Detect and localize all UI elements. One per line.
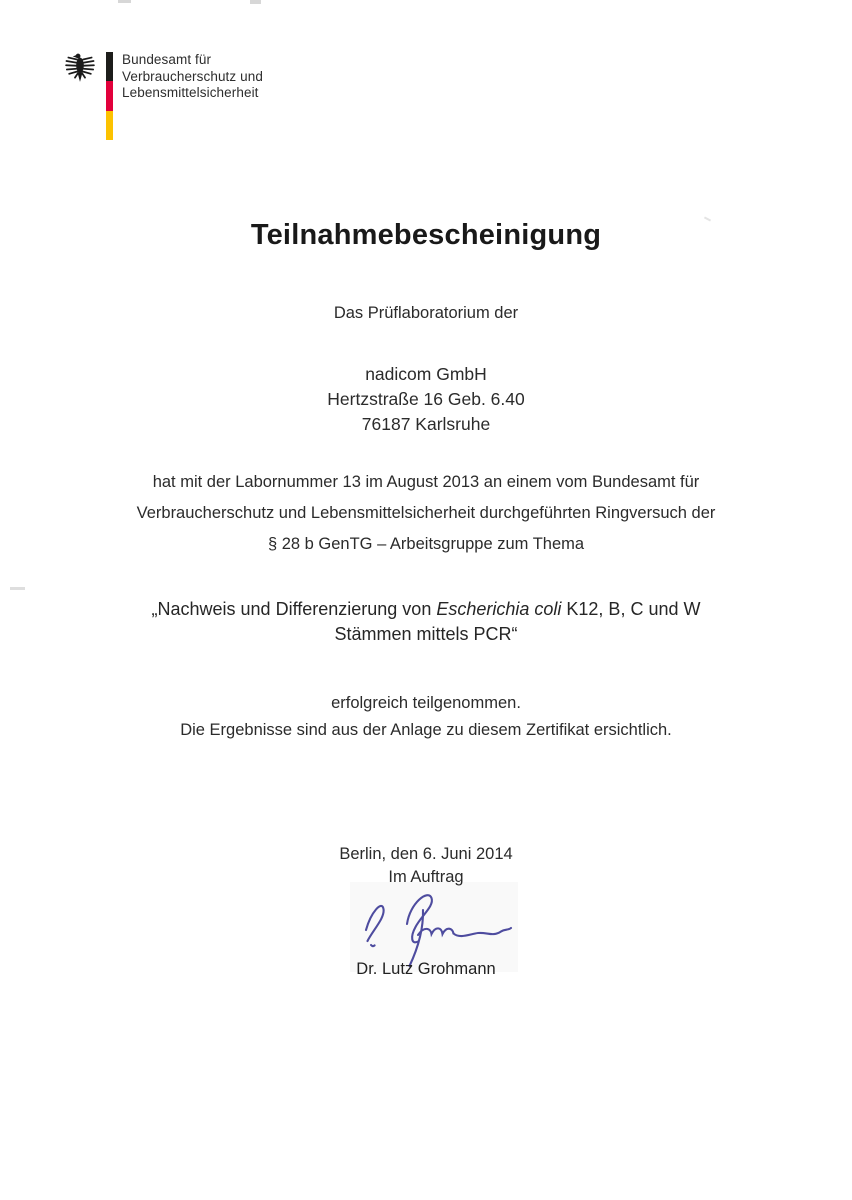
scan-artifact: [10, 587, 25, 590]
body-paragraph: [0, 467, 852, 560]
agency-logo: [0, 0, 400, 160]
topic-species-italic: Escherichia coli: [436, 599, 562, 619]
ring-trial-topic: [0, 597, 852, 647]
laboratory-city: 76187 Karlsruhe: [361, 414, 491, 434]
topic-prefix: „Nachweis und Differenzierung von: [151, 599, 437, 619]
topic-suffix: K12, B, C und W: [561, 599, 701, 619]
topic-line-2: Stämmen mittels PCR“: [334, 624, 518, 644]
federal-eagle-icon: [62, 51, 98, 85]
laboratory-street: Hertzstraße 16 Geb. 6.40: [327, 389, 525, 409]
body-line: § 28 b GenTG – Arbeitsgruppe zum Thema: [267, 535, 585, 553]
flag-black-band: [106, 52, 113, 81]
agency-name: [122, 52, 263, 102]
agency-name-line: Lebensmittelsicherheit: [122, 85, 259, 100]
body-line: hat mit der Labornummer 13 im August 2013 an einem vom Bundesamt für: [152, 473, 700, 491]
intro-line: Das Prüflaboratorium der: [333, 304, 519, 322]
on-behalf-line: Im Auftrag: [388, 868, 464, 886]
signer-name: Dr. Lutz Grohmann: [356, 960, 496, 978]
handwritten-signature: [352, 884, 516, 970]
topic-line-1: [0, 597, 852, 622]
flag-stripe: [106, 52, 113, 140]
agency-name-line: Verbraucherschutz und: [122, 68, 263, 84]
result-line: erfolgreich teilgenommen.: [331, 694, 521, 712]
document-title: Teilnahmebescheinigung: [250, 219, 602, 251]
flag-gold-band: [106, 111, 113, 140]
laboratory-address: [0, 362, 852, 437]
flag-red-band: [106, 81, 113, 110]
laboratory-name: nadicom GmbH: [365, 364, 487, 384]
agency-name-line: Bundesamt für: [122, 52, 212, 67]
place-date-line: Berlin, den 6. Juni 2014: [339, 845, 513, 863]
body-line: Verbraucherschutz und Lebensmittelsicherheit durchgeführten Ringversuch der: [136, 504, 716, 522]
annex-line: Die Ergebnisse sind aus der Anlage zu diesem Zertifikat ersichtlich.: [180, 721, 672, 739]
